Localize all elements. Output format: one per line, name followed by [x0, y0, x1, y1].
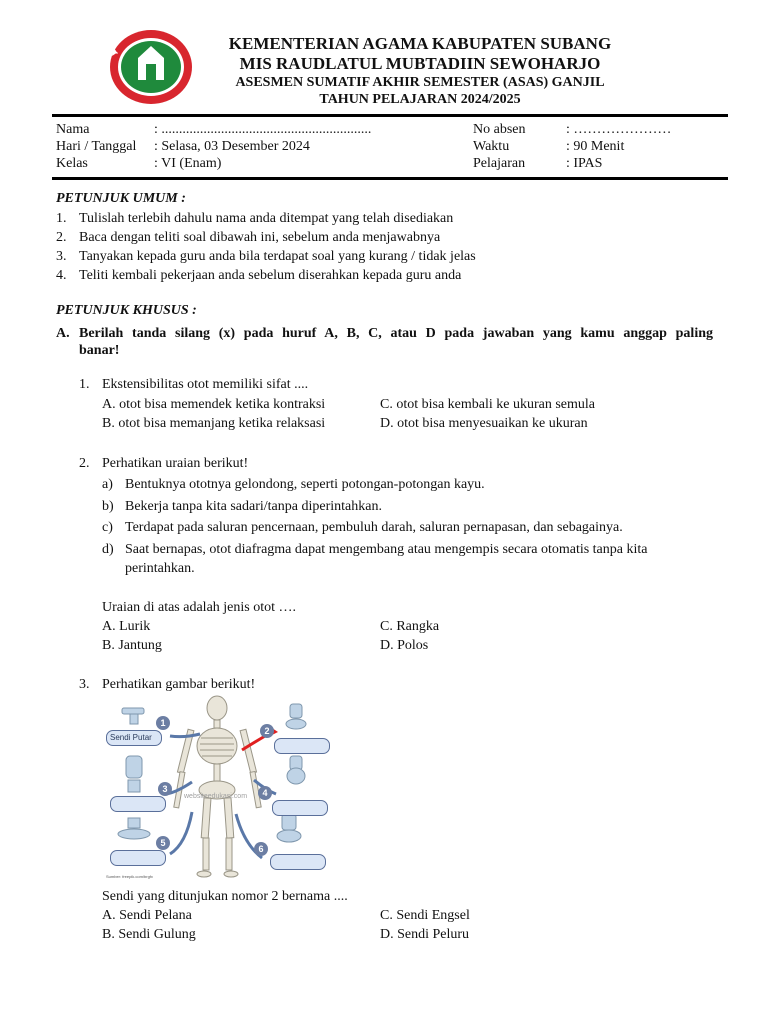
header-line-4: TAHUN PELAJARAN 2024/2025 — [319, 92, 521, 107]
q2-text: Perhatikan uraian berikut! — [102, 456, 249, 471]
joint-6-answer-box — [270, 854, 326, 870]
q2-subitem-b: Bekerja tanpa kita sadari/tanpa diperintahkan. — [125, 499, 382, 514]
waktu-value: : 90 Menit — [566, 139, 625, 154]
joint-1-label: Sendi Putar — [110, 733, 152, 742]
q1-option-c[interactable]: C. otot bisa kembali ke ukuran semula — [380, 397, 596, 412]
q3-prompt: Sendi yang ditunjukan nomor 2 bernama .... — [102, 889, 348, 904]
watermark-text: websiteedukasi.com — [184, 793, 248, 800]
q2-subitem-d-line-1: Saat bernapas, otot diafragma dapat mengembang atau mengempis secara otomatis tanpa kita — [125, 542, 648, 557]
q2-option-a[interactable]: A. Lurik — [102, 619, 151, 634]
header-line-1: KEMENTERIAN AGAMA KABUPATEN SUBANG — [228, 34, 612, 53]
q2-prompt: Uraian di atas adalah jenis otot …. — [102, 600, 296, 615]
petunjuk-umum-title: PETUNJUK UMUM : — [56, 191, 186, 206]
q3-option-c[interactable]: C. Sendi Engsel — [380, 908, 470, 923]
q2-subitem-d-label: d) — [102, 542, 114, 557]
joint-number-5: 5 — [156, 836, 170, 850]
q2-option-c[interactable]: C. Rangka — [380, 619, 440, 634]
q2-number: 2. — [79, 456, 90, 471]
joint-4-answer-box — [272, 800, 328, 816]
section-a-instruction-line-2: banar! — [79, 343, 120, 358]
joint-number-2: 2 — [260, 724, 274, 738]
q1-option-b[interactable]: B. otot bisa memanjang ketika relaksasi — [102, 416, 326, 431]
q2-subitem-b-label: b) — [102, 499, 114, 514]
header-rule-top — [52, 114, 728, 117]
kelas-value: : VI (Enam) — [154, 156, 222, 171]
nama-value: : ............................................................ — [154, 122, 372, 137]
joint-5-answer-box — [110, 850, 166, 866]
hari-label: Hari / Tanggal — [56, 139, 137, 154]
joint-number-4: 4 — [258, 786, 272, 800]
hari-value: : Selasa, 03 Desember 2024 — [154, 139, 310, 154]
petunjuk-umum-item-3: Tanyakan kepada guru anda bila terdapat soal yang kurang / tidak jelas — [79, 249, 476, 264]
q1-number: 1. — [79, 377, 90, 392]
joint-number-1: 1 — [156, 716, 170, 730]
q3-option-b[interactable]: B. Sendi Gulung — [102, 927, 196, 942]
absen-value: : ………………… — [566, 122, 672, 137]
q3-option-a[interactable]: A. Sendi Pelana — [102, 908, 192, 923]
section-a-instruction-line-1: Berilah tanda silang (x) pada huruf A, B, C, atau D pada jawaban yang kamu anggap paling — [79, 326, 713, 341]
joint-number-6: 6 — [254, 842, 268, 856]
petunjuk-khusus-title: PETUNJUK KHUSUS : — [56, 303, 197, 318]
waktu-label: Waktu — [473, 139, 510, 154]
q2-option-b[interactable]: B. Jantung — [102, 638, 162, 653]
q2-subitem-a: Bentuknya ototnya gelondong, seperti potongan-potongan kayu. — [125, 477, 485, 492]
absen-label: No absen — [473, 122, 526, 137]
header-line-2: MIS RAUDLATUL MUBTADIIN SEWOHARJO — [239, 54, 601, 73]
section-a-label: A. — [56, 326, 70, 341]
petunjuk-umum-item-1: Tulislah terlebih dahulu nama anda ditempat yang telah disediakan — [79, 211, 454, 226]
petunjuk-umum-item-4: Teliti kembali pekerjaan anda sebelum diserahkan kepada guru anda — [79, 268, 462, 283]
pelajaran-value: : IPAS — [566, 156, 603, 171]
joint-figure — [104, 694, 336, 880]
petunjuk-umum-num-2: 2. — [56, 230, 67, 245]
q3-text: Perhatikan gambar berikut! — [102, 677, 256, 692]
header-line-3: ASESMEN SUMATIF AKHIR SEMESTER (ASAS) GANJIL — [235, 75, 605, 90]
q3-number: 3. — [79, 677, 90, 692]
petunjuk-umum-num-4: 4. — [56, 268, 67, 283]
q1-text: Ekstensibilitas otot memiliki sifat .... — [102, 377, 309, 392]
joint-number-3: 3 — [158, 782, 172, 796]
kelas-label: Kelas — [56, 156, 88, 171]
pelajaran-label: Pelajaran — [473, 156, 526, 171]
nama-label: Nama — [56, 122, 90, 137]
q2-subitem-a-label: a) — [102, 477, 113, 492]
figure-source-text: Sumber: freepik.com/brgfx — [106, 874, 153, 879]
q2-option-d[interactable]: D. Polos — [380, 638, 429, 653]
q1-option-a[interactable]: A. otot bisa memendek ketika kontraksi — [102, 397, 326, 412]
header-rule-bottom — [52, 177, 728, 180]
petunjuk-umum-item-2: Baca dengan teliti soal dibawah ini, sebelum anda menjawabnya — [79, 230, 441, 245]
joint-2-answer-box — [274, 738, 330, 754]
q2-subitem-c: Terdapat pada saluran pencernaan, pembuluh darah, saluran pernapasan, dan sebagainya. — [125, 520, 623, 535]
joint-3-answer-box — [110, 796, 166, 812]
q2-subitem-c-label: c) — [102, 520, 113, 535]
petunjuk-umum-num-3: 3. — [56, 249, 67, 264]
q3-option-d[interactable]: D. Sendi Peluru — [380, 927, 470, 942]
petunjuk-umum-num-1: 1. — [56, 211, 67, 226]
q2-subitem-d-line-2: perintahkan. — [125, 561, 195, 576]
q1-option-d[interactable]: D. otot bisa menyesuaikan ke ukuran — [380, 416, 588, 431]
